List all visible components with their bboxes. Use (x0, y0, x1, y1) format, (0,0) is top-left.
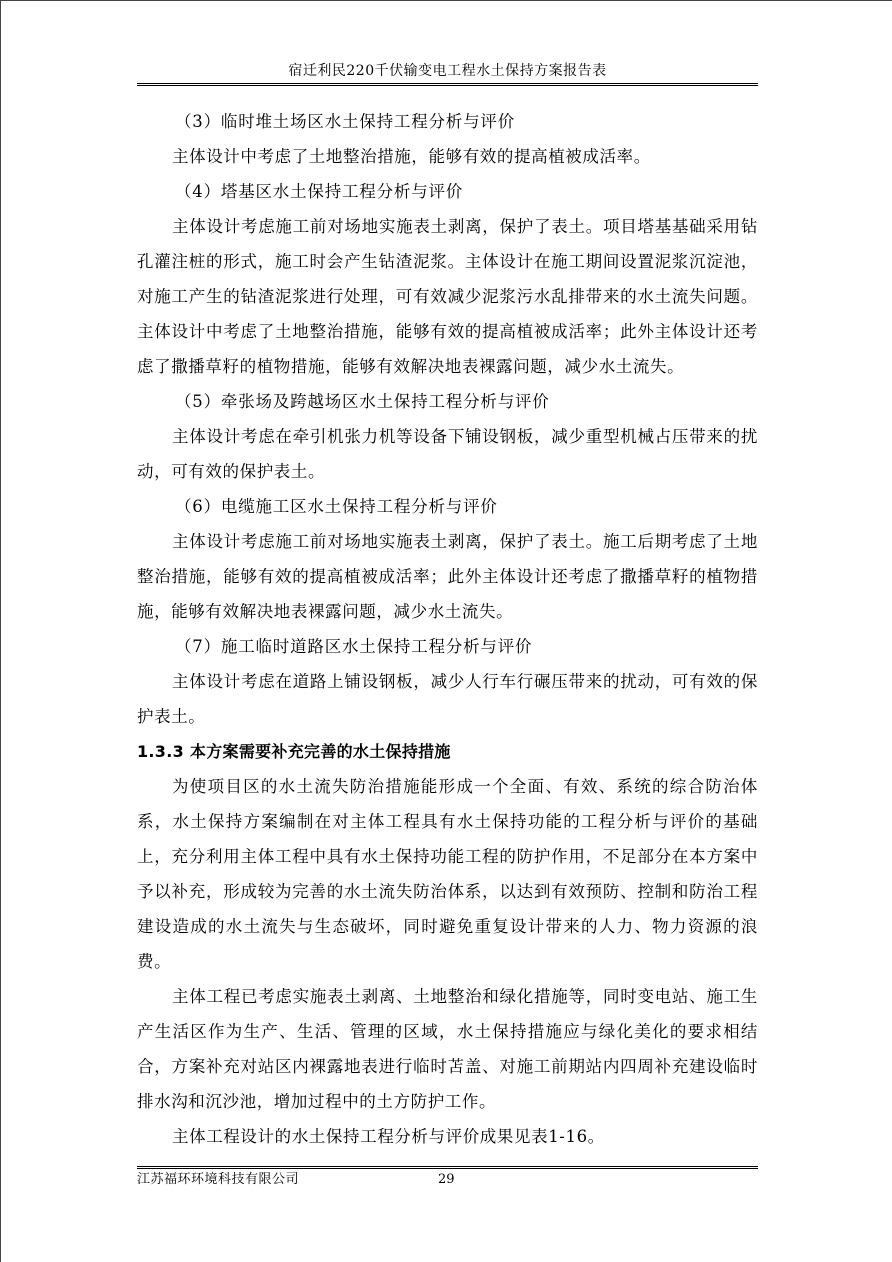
subsection-heading: （7）施工临时道路区水土保持工程分析与评价 (175, 637, 533, 656)
document-body (137, 104, 758, 1154)
page-border-top (0, 0, 892, 1)
subsection-heading: （6）电缆施工区水土保持工程分析与评价 (175, 497, 498, 516)
page-number: 29 (438, 1172, 455, 1187)
page-border-left (0, 0, 1, 1262)
body-paragraph: 主体设计考虑在牵引机张力机等设备下铺设钢板，减少重型机械占压带来的扰动，可有效的保护表土。 (137, 427, 758, 481)
header-rule (137, 83, 758, 86)
body-paragraph: 为使项目区的水土流失防治措施能形成一个全面、有效、系统的综合防治体系，水土保持方案编制在对主体工程具有水土保持功能的工程分析与评价的基础上，充分利用主体工程中具有水土保持功能工程的防护作用，不足部分在本方案中予以补充，形成较为完善的水土流失防治体系，以达到有效预防、控制和防治工程建设造成的水土流失与生态破坏，同时避免重复设计带来的人力、物力资源的浪费。 (137, 777, 758, 971)
subsection-heading: （4）塔基区水土保持工程分析与评价 (175, 182, 464, 201)
body-paragraph: 主体工程已考虑实施表土剥离、土地整治和绿化措施等，同时变电站、施工生产生活区作为生产、生活、管理的区域，水土保持措施应与绿化美化的要求相结合，方案补充对站区内裸露地表进行临时苫盖、对施工前期站内四周补充建设临时排水沟和沉沙池，增加过程中的土方防护工作。 (137, 987, 758, 1111)
section-heading: 1.3.3 本方案需要补充完善的水土保持措施 (137, 742, 451, 761)
subsection-heading: （5）牵张场及跨越场区水土保持工程分析与评价 (175, 392, 550, 411)
body-paragraph: 主体设计考虑施工前对场地实施表土剥离，保护了表土。施工后期考虑了土地整治措施，能够有效的提高植被成活率；此外主体设计还考虑了撒播草籽的植物措施，能够有效解决地表裸露问题，减少水土流失。 (137, 532, 758, 621)
page-header-title: 宿迁利民220千伏输变电工程水土保持方案报告表 (288, 63, 607, 79)
body-paragraph: 主体工程设计的水土保持工程分析与评价成果见表1-16。 (172, 1127, 605, 1146)
body-paragraph: 主体设计考虑施工前对场地实施表土剥离，保护了表土。项目塔基基础采用钻孔灌注桩的形式，施工时会产生钻渣泥浆。主体设计在施工期间设置泥浆沉淀池，对施工产生的钻渣泥浆进行处理，可有效减少泥浆污水乱排带来的水土流失问题。主体设计中考虑了土地整治措施，能够有效的提高植被成活率；此外主体设计还考虑了撒播草籽的植物措施，能够有效解决地表裸露问题，减少水土流失。 (137, 217, 758, 376)
body-paragraph: 主体设计中考虑了土地整治措施，能够有效的提高植被成活率。 (172, 147, 651, 166)
footer-company-name: 江苏福环环境科技有限公司 (137, 1172, 300, 1187)
body-paragraph: 主体设计考虑在道路上铺设钢板，减少人行车行碾压带来的扰动，可有效的保护表土。 (137, 672, 758, 726)
footer-rule (137, 1166, 758, 1169)
subsection-heading: （3）临时堆土场区水土保持工程分析与评价 (175, 112, 515, 131)
